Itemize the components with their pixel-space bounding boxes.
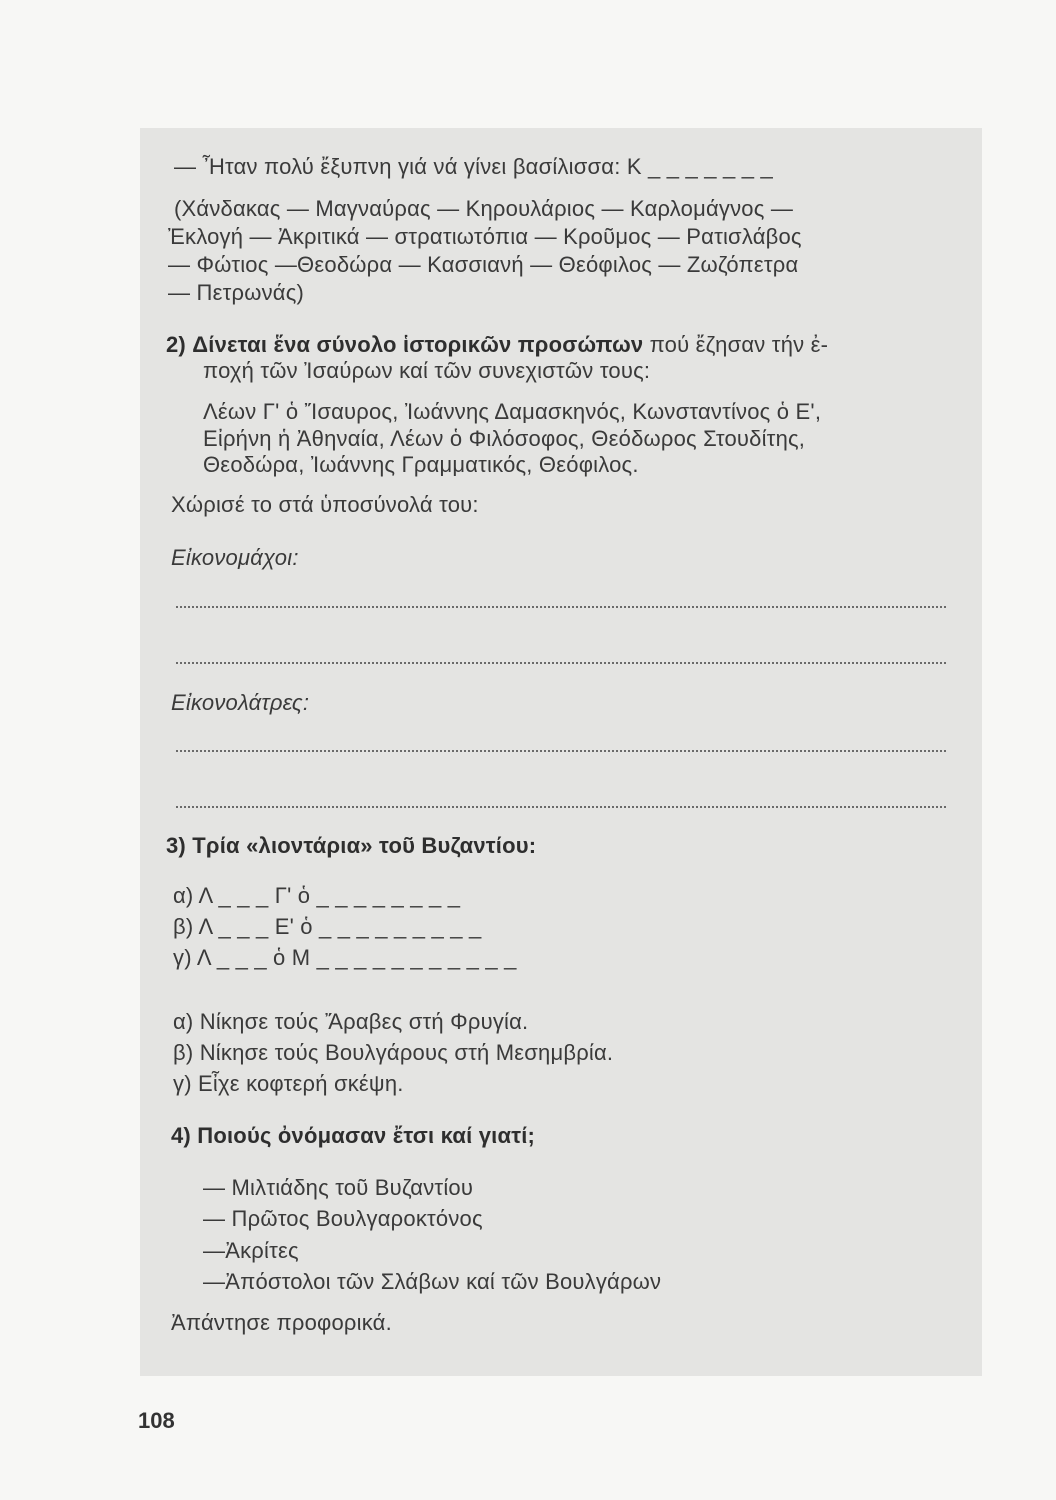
answer-line [176, 748, 946, 752]
clue-a: α) Νίκησε τούς Ἄραβες στή Φρυγία. [173, 1009, 529, 1034]
page-number: 108 [138, 1408, 175, 1433]
q4-item-3: —Ἀκρίτες [203, 1238, 299, 1263]
fill-blank-a: α) Λ _ _ _ Γ' ὁ _ _ _ _ _ _ _ _ [173, 883, 461, 908]
q4-title: 4) Ποιούς ὀνόμασαν ἔτσι καί γιατί; [171, 1123, 536, 1148]
answer-line [176, 660, 946, 664]
q2-instruction: Χώρισέ το στά ὑποσύνολά του: [171, 492, 479, 517]
q2-title-rest: πού ἔζησαν τήν ἐ- [643, 332, 829, 357]
q2-title [166, 331, 828, 359]
q4-item-2: — Πρῶτος Βουλγαροκτόνος [203, 1206, 483, 1231]
persons-line-2: Εἰρήνη ἡ Ἀθηναία, Λέων ὁ Φιλόσοφος, Θεόδωρος Στουδίτης, [203, 426, 806, 451]
q2-title-bold: Δίνεται ἕνα σύνολο ἱστορικῶν προσώπων [192, 332, 644, 357]
q4-footer: Ἀπάντησε προφορικά. [171, 1310, 392, 1335]
q1-last-line: — Ἦταν πολύ ἔξυπνη γιά νά γίνει βασίλισσα: Κ _ _ _ _ _ _ _ [174, 154, 773, 179]
q4-item-1: — Μιλτιάδης τοῦ Βυζαντίου [203, 1175, 474, 1200]
q3-title: 3) Τρία «λιοντάρια» τοῦ Βυζαντίου: [166, 833, 537, 858]
word-bank-line-2: Ἐκλογή — Ἀκριτικά — στρατιωτόπια — Κροῦμος — Ρατισλάβος [168, 224, 802, 249]
iconodules-label: Εἰκονολάτρες: [171, 690, 310, 715]
iconoclasts-label: Εἰκονομάχοι: [171, 545, 299, 570]
fill-blank-c: γ) Λ _ _ _ ὁ Μ _ _ _ _ _ _ _ _ _ _ _ [173, 945, 517, 970]
persons-line-3: Θεοδώρα, Ἰωάννης Γραμματικός, Θεόφιλος. [203, 452, 639, 477]
q4-item-4: —Ἀπόστολοι τῶν Σλάβων καί τῶν Βουλγάρων [203, 1269, 662, 1294]
clue-b: β) Νίκησε τούς Βουλγάρους στή Μεσημβρία. [173, 1040, 614, 1065]
q2-number: 2) [166, 332, 186, 357]
fill-blank-b: β) Λ _ _ _ Ε' ὁ _ _ _ _ _ _ _ _ _ [173, 914, 482, 939]
word-bank-line-3: — Φώτιος —Θεοδώρα — Κασσιανή — Θεόφιλος — Ζωζόπετρα [168, 252, 799, 277]
answer-line [176, 804, 946, 808]
q2-title-line-2: ποχή τῶν Ἰσαύρων καί τῶν συνεχιστῶν τους: [203, 358, 651, 383]
clue-c: γ) Εἶχε κοφτερή σκέψη. [173, 1071, 404, 1096]
word-bank-line-4: — Πετρωνάς) [168, 280, 305, 305]
persons-line-1: Λέων Γ' ὁ Ἴσαυρος, Ἰωάννης Δαμασκηνός, Κωνσταντίνος ὁ Ε', [203, 399, 822, 424]
answer-line [176, 604, 946, 608]
word-bank-line-1: (Χάνδακας — Μαγναύρας — Κηρουλάριος — Καρλομάγνος — [174, 196, 794, 221]
